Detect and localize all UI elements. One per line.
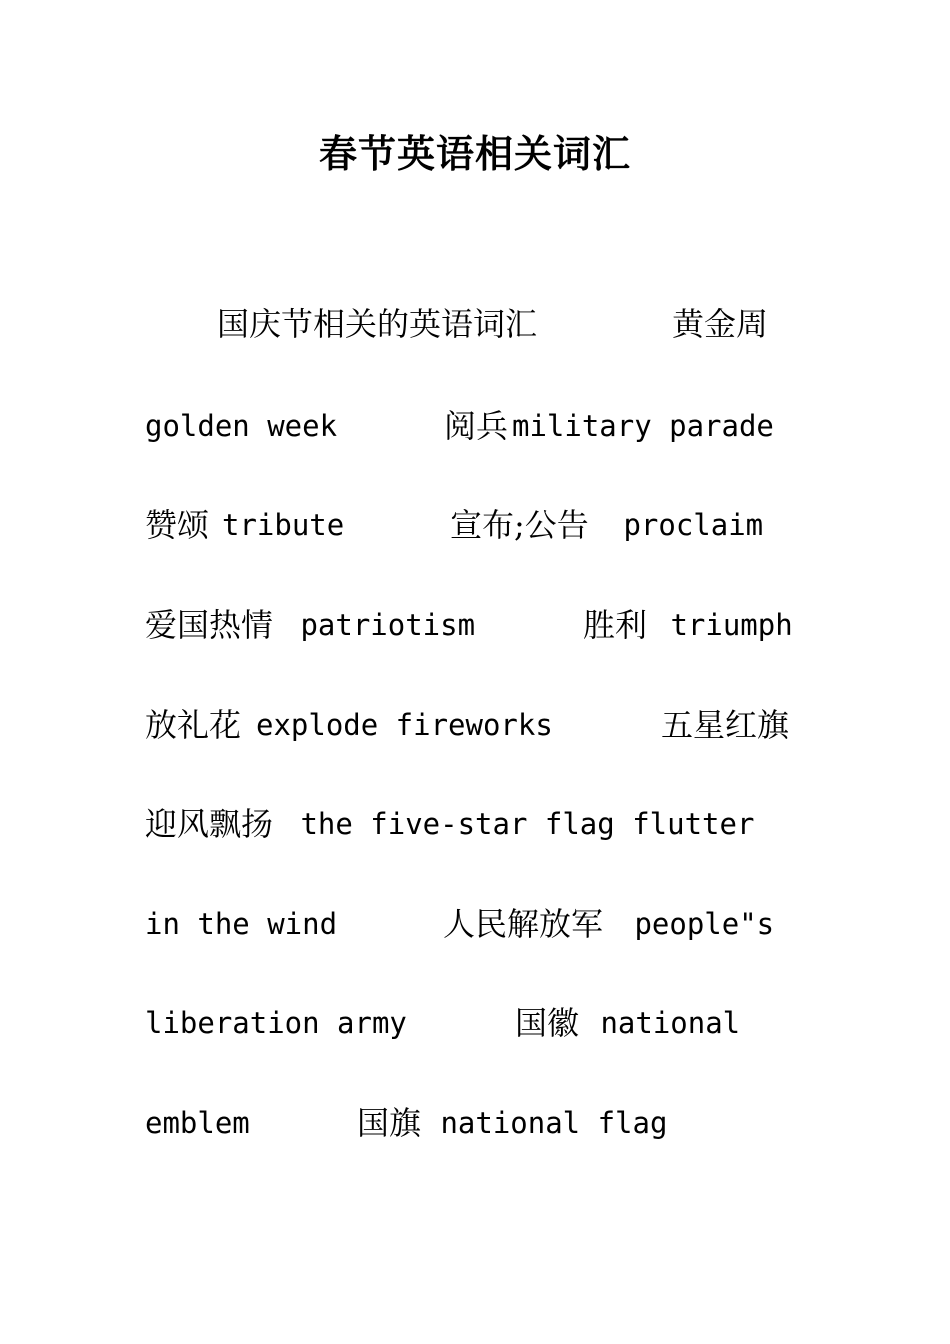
vocab-line-3 — [145, 603, 845, 647]
vocab-line-2 — [145, 503, 845, 547]
heading-left-text: 国庆节相关的英语词汇 — [217, 305, 538, 343]
term-tribute-en: tribute — [222, 508, 345, 542]
term-proclaim-cn: 宣布;公告 — [450, 506, 589, 544]
term-flutter-cn: 迎风飘扬 — [145, 805, 274, 843]
vocab-line-8 — [145, 1101, 845, 1145]
term-golden-week: golden week — [145, 409, 338, 443]
term-national-flag-cn: 国旗 — [357, 1104, 422, 1142]
term-tribute-cn: 赞颂 — [145, 506, 210, 544]
vocab-line-1 — [145, 404, 845, 448]
term-flutter-en: the five-star flag flutter — [283, 807, 755, 841]
term-in-the-wind: in the wind — [145, 907, 338, 941]
term-proclaim-en: proclaim — [606, 508, 764, 542]
term-fireworks-en: explode fireworks — [256, 708, 553, 742]
term-national-emblem-cn: 国徽 — [515, 1004, 580, 1042]
term-patriotism-cn: 爱国热情 — [145, 606, 274, 644]
term-triumph-en: triumph — [653, 608, 793, 642]
vocab-line-7 — [145, 1001, 845, 1045]
term-pla-cn: 人民解放军 — [443, 905, 604, 943]
document-title: 春节英语相关词汇 — [318, 131, 631, 176]
term-liberation-army: liberation army — [145, 1006, 407, 1040]
heading-line — [0, 302, 950, 346]
vocab-line-6 — [145, 902, 845, 946]
term-military-parade-cn: 阅兵 — [444, 407, 509, 445]
term-five-star-flag-cn: 五星红旗 — [661, 706, 790, 744]
term-patriotism-en: patriotism — [283, 608, 476, 642]
term-pla-en: people"s — [617, 907, 775, 941]
vocab-line-4 — [145, 703, 845, 747]
term-emblem: emblem — [145, 1106, 250, 1140]
term-military-parade-en: military parade — [512, 409, 774, 443]
term-national-flag-en: national flag — [423, 1106, 668, 1140]
term-triumph-cn: 胜利 — [583, 606, 648, 644]
term-national-emblem-en: national — [583, 1006, 741, 1040]
term-fireworks-cn: 放礼花 — [145, 706, 242, 744]
vocab-line-5 — [145, 802, 845, 846]
heading-right-text: 黄金周 — [672, 305, 769, 343]
